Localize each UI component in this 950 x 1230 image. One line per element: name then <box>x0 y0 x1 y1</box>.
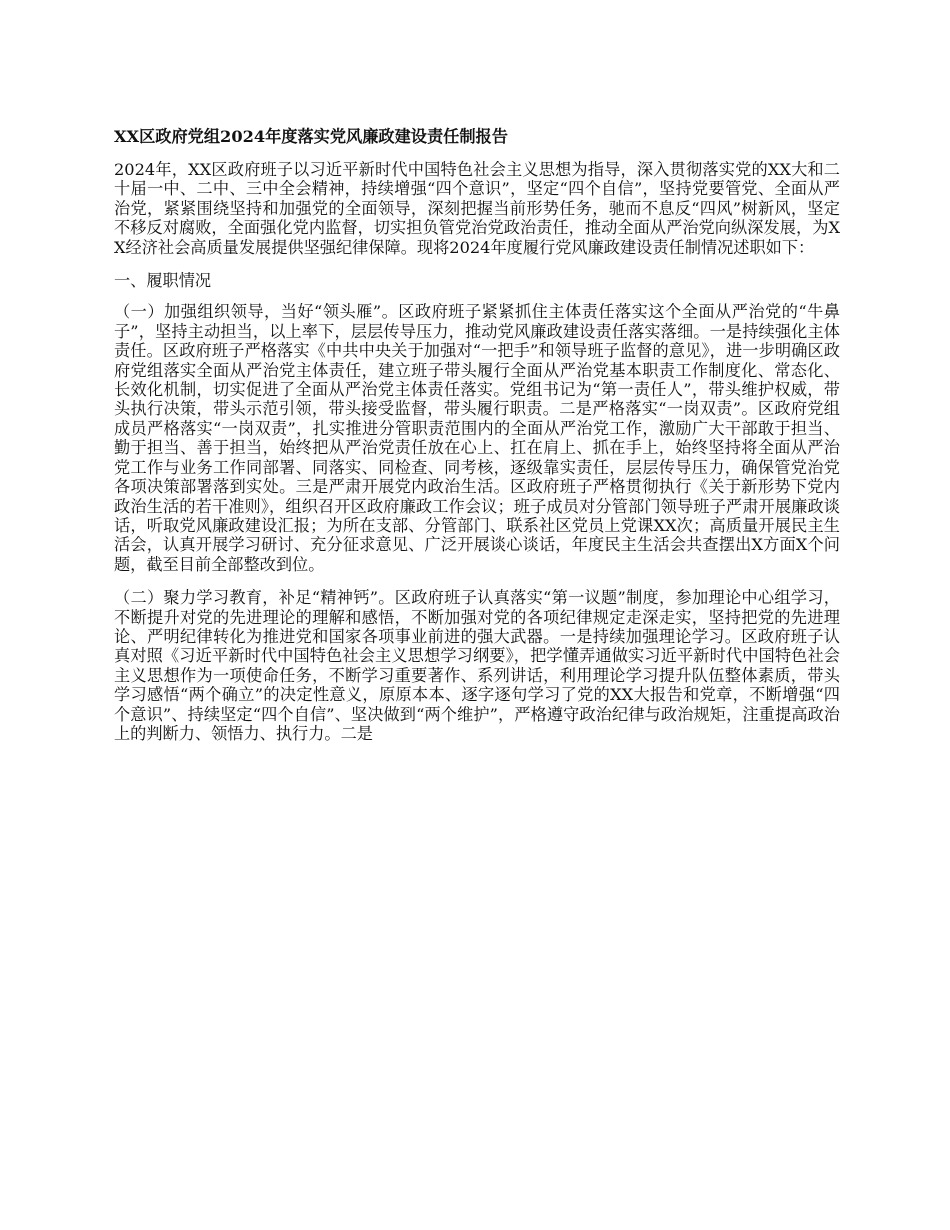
document-body <box>114 126 840 757</box>
document-title: XX区政府党组2024年度落实党风廉政建设责任制报告 <box>114 127 508 146</box>
intro-paragraph: 2024年，XX区政府班子以习近平新时代中国特色社会主义思想为指导，深入贯彻落实党的XX大和二十届一中、二中、三中全会精神，持续增强“四个意识”，坚定“四个自信”，坚持党要管党、全面从严治党，紧紧围绕坚持和加强党的全面领导，深刻把握当前形势任务，驰而不息反“四风”树新风，坚定不移反对腐败，全面强化党内监督，切实担负管党治党政治责任，推动全面从严治党向纵深发展，为XX经济社会高质量发展提供坚强纪律保障。现将2024年度履行党风廉政建设责任制情况述职如下： <box>114 160 840 257</box>
section-one-paragraph: （一）加强组织领导，当好“领头雁”。区政府班子紧紧抓住主体责任落实这个全面从严治党的“牛鼻子”，坚持主动担当，以上率下，层层传导压力，推动党风廉政建设责任落实落细。一是持续强化主体责任。区政府班子严格落实《中共中央关于加强对“一把手”和领导班子监督的意见》，进一步明确区政府党组落实全面从严治党主体责任，建立班子带头履行全面从严治党基本职责工作制度化、常态化、长效化机制，切实促进了全面从严治党主体责任落实。党组书记为“第一责任人”，带头维护权威，带头执行决策，带头示范引领，带头接受监督，带头履行职责。二是严格落实“一岗双责”。区政府党组成员严格落实“一岗双责”，扎实推进分管职责范围内的全面从严治党工作，激励广大干部敢于担当、勤于担当、善于担当，始终把从严治党责任放在心上、扛在肩上、抓在手上，始终坚持将全面从严治党工作与业务工作同部署、同落实、同检查、同考核，逐级靠实责任，层层传导压力，确保管党治党各项决策部署落到实处。三是严肃开展党内政治生活。区政府班子严格贯彻执行《关于新形势下党内政治生活的若干准则》，组织召开区政府廉政工作会议；班子成员对分管部门领导班子严肃开展廉政谈话，听取党风廉政建设汇报；为所在支部、分管部门、联系社区党员上党课XX次；高质量开展民主生活会，认真开展学习研讨、充分征求意见、广泛开展谈心谈话，年度民主生活会共查摆出X方面X个问题，截至目前全部整改到位。 <box>114 302 840 574</box>
section-heading: 一、履职情况 <box>114 271 212 291</box>
section-two-paragraph: （二）聚力学习教育，补足“精神钙”。区政府班子认真落实“第一议题”制度，参加理论中心组学习，不断提升对党的先进理论的理解和感悟，不断加强对党的各项纪律规定走深走实，坚持把党的先进理论、严明纪律转化为推进党和国家各项事业前进的强大武器。一是持续加强理论学习。区政府班子认真对照《习近平新时代中国特色社会主义思想学习纲要》，把学懂弄通做实习近平新时代中国特色社会主义思想作为一项使命任务，不断学习重要著作、系列讲话，利用理论学习提升队伍整体素质，带头学习感悟“两个确立”的决定性意义，原原本本、逐字逐句学习了党的XX大报告和党章，不断增强“四个意识”、持续坚定“四个自信”、坚决做到“两个维护”，严格遵守政治纪律与政治规矩，注重提高政治上的判断力、领悟力、执行力。二是 <box>114 588 840 743</box>
